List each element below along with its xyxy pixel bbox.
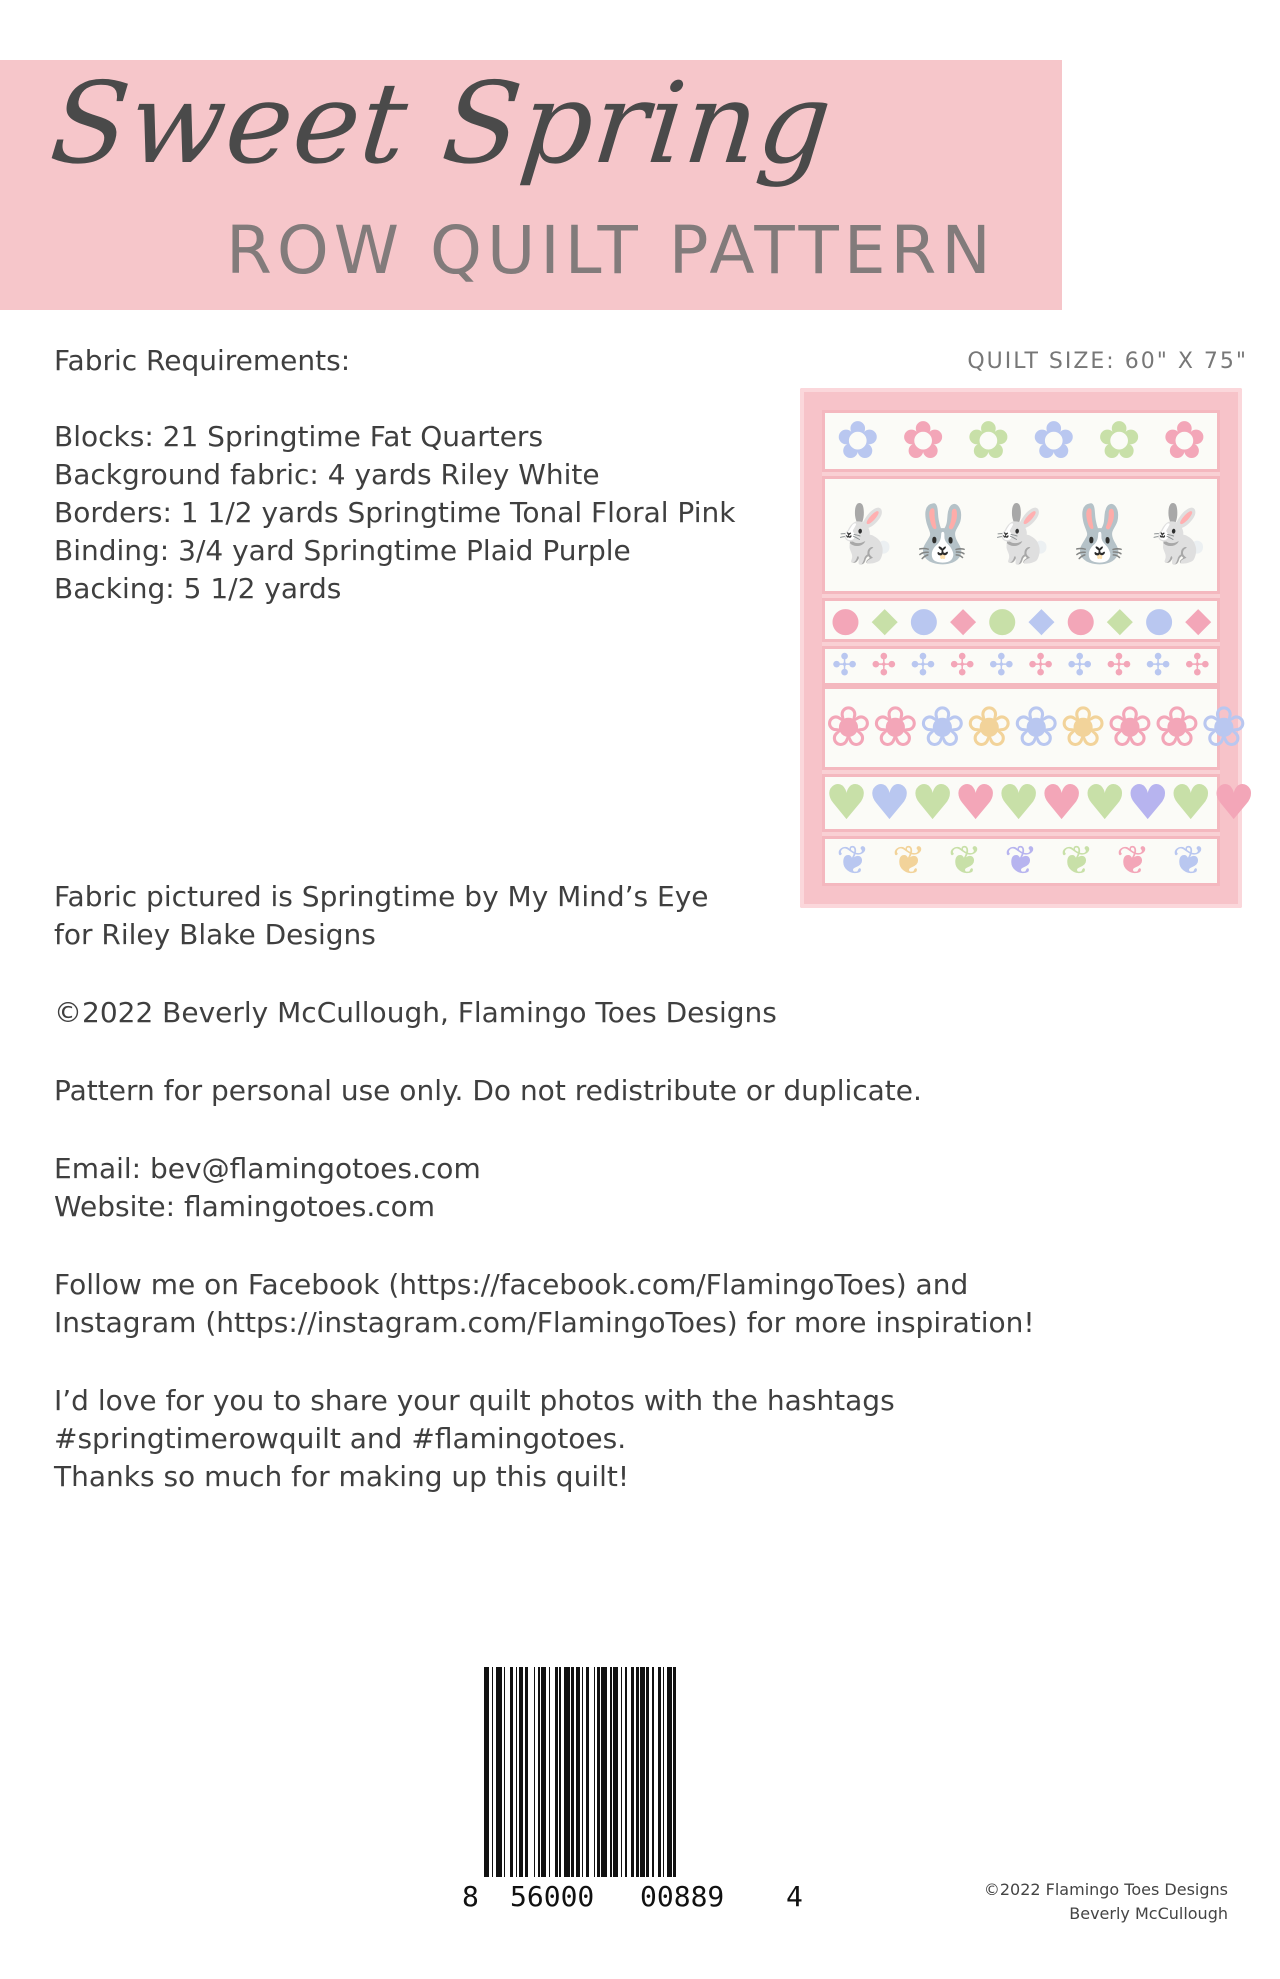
quilt-block-icon: 🐇 xyxy=(829,502,900,567)
quilt-row-tulips xyxy=(822,686,1248,770)
quilt-block-icon: ✣ xyxy=(1106,648,1132,683)
quilt-block-icon: ◆ xyxy=(949,600,977,640)
closing-line: #springtimerowquilt and #flamingotoes. xyxy=(54,1422,627,1455)
quilt-block-icon: ✣ xyxy=(1027,648,1054,683)
quilt-block-icon: ❀ xyxy=(918,695,966,760)
quilt-block-icon: ♥ xyxy=(954,775,998,831)
quilt-block-icon: ♥ xyxy=(1040,775,1084,831)
quilt-block-icon: ✣ xyxy=(910,648,936,683)
closing-line: I’d love for you to share your quilt photos with the hashtags xyxy=(54,1384,895,1417)
quilt-block-icon: ✣ xyxy=(1145,648,1171,683)
usage-notice xyxy=(54,1072,922,1110)
quilt-block-icon: ♥ xyxy=(997,775,1041,831)
quilt-block-icon: ❦ xyxy=(1172,838,1206,884)
fabric-requirements xyxy=(54,342,350,380)
quilt-block-icon: ❀ xyxy=(965,695,1013,760)
social-line: Instagram (https://instagram.com/FlamingoToes) for more inspiration! xyxy=(54,1306,1035,1339)
quilt-block-icon: ◆ xyxy=(871,600,898,640)
quilt-block-icon: ✣ xyxy=(1184,648,1210,683)
quilt-block-icon: ♥ xyxy=(1083,775,1127,831)
barcode-space xyxy=(676,1667,679,1877)
quilt-block-icon: ♥ xyxy=(1126,775,1170,831)
usage-text: Pattern for personal use only. Do not redistribute or duplicate. xyxy=(54,1074,922,1107)
quilt-block-icon: ♥ xyxy=(825,775,869,831)
quilt-block-icon: ❦ xyxy=(836,838,870,884)
footer-line: ©2022 Flamingo Toes Designs xyxy=(983,1880,1228,1899)
barcode-digits-left: 56000 xyxy=(510,1880,595,1913)
quilt-center xyxy=(822,410,1256,886)
quilt-block-icon: ✿ xyxy=(966,411,1011,471)
quilt-block-icon: ● xyxy=(1144,600,1174,640)
barcode-digit-first: 8 xyxy=(462,1880,479,1913)
quilt-block-icon: ◆ xyxy=(1185,600,1212,640)
quilt-block-icon: ✿ xyxy=(1097,411,1141,471)
quilt-block-icon: ✣ xyxy=(949,648,975,683)
social-line: Follow me on Facebook (https://facebook.com/FlamingoToes) and xyxy=(54,1268,969,1301)
footer-line: Beverly McCullough xyxy=(1069,1904,1228,1923)
quilt-block-icon: ♥ xyxy=(1212,775,1256,831)
quilt-row-flowers xyxy=(822,410,1220,472)
quilt-row-butterflies xyxy=(822,836,1220,886)
quilt-block-icon: ◆ xyxy=(1106,600,1133,640)
quilt-block-icon: ♥ xyxy=(911,775,955,831)
quilt-block-icon: ❀ xyxy=(1200,695,1248,760)
fabric-item: Background fabric: 4 yards Riley White xyxy=(54,458,600,491)
fabric-item: Blocks: 21 Springtime Fat Quarters xyxy=(54,420,544,453)
credit-line: for Riley Blake Designs xyxy=(54,918,376,951)
quilt-size-label: QUILT SIZE: 60" X 75" xyxy=(967,349,1248,374)
quilt-row-bunnies xyxy=(822,476,1220,594)
quilt-block-icon: 🐇 xyxy=(1142,502,1213,567)
quilt-block-icon: ✿ xyxy=(1031,411,1076,471)
quilt-block-icon: ❦ xyxy=(1004,838,1038,884)
fabric-heading: Fabric Requirements: xyxy=(54,344,351,377)
quilt-block-icon: ✿ xyxy=(901,411,945,471)
fabric-credit xyxy=(54,878,709,954)
quilt-block-icon: ✣ xyxy=(988,648,1014,683)
quilt-block-icon: 🐰 xyxy=(1064,502,1135,567)
quilt-row-pinwheels xyxy=(822,646,1220,686)
quilt-block-icon: ❀ xyxy=(1059,695,1107,760)
quilt-block-icon: ❦ xyxy=(1060,838,1094,884)
quilt-row-eggs xyxy=(822,598,1220,642)
quilt-illustration xyxy=(800,388,1256,908)
copyright-text: ©2022 Beverly McCullough, Flamingo Toes Designs xyxy=(54,996,777,1029)
quilt-block-icon: ♥ xyxy=(1169,775,1213,831)
quilt-block-icon: ● xyxy=(830,600,861,640)
fabric-item: Backing: 5 1/2 yards xyxy=(54,572,342,605)
quilt-block-icon: ● xyxy=(1065,600,1096,640)
barcode-digit-last: 4 xyxy=(786,1880,803,1913)
quilt-block-icon: ❀ xyxy=(1012,695,1060,760)
quilt-block-icon: ● xyxy=(909,600,939,640)
social-info xyxy=(54,1266,1035,1342)
quilt-block-icon: ✣ xyxy=(871,648,897,683)
quilt-block-icon: ❦ xyxy=(892,838,926,884)
quilt-block-icon: ✿ xyxy=(835,411,880,471)
email-text: Email: bev@flamingotoes.com xyxy=(54,1152,481,1185)
fabric-list xyxy=(54,418,735,608)
quilt-block-icon: ❀ xyxy=(1153,695,1201,760)
pattern-title: Sweet Spring xyxy=(45,59,839,189)
quilt-block-icon: ✣ xyxy=(1067,648,1093,683)
closing-message xyxy=(54,1382,895,1496)
quilt-block-icon: 🐰 xyxy=(907,502,978,567)
quilt-block-icon: ♥ xyxy=(868,775,912,831)
quilt-block-icon: ✿ xyxy=(1162,411,1207,471)
quilt-block-icon: ❀ xyxy=(1106,695,1154,760)
website-text: Website: flamingotoes.com xyxy=(54,1190,436,1223)
quilt-block-icon: ❀ xyxy=(825,695,872,760)
fabric-item: Binding: 3/4 yard Springtime Plaid Purple xyxy=(54,534,631,567)
quilt-block-icon: ● xyxy=(987,600,1018,640)
quilt-block-icon: ❦ xyxy=(1116,838,1150,884)
pattern-subtitle: ROW QUILT PATTERN xyxy=(226,212,996,289)
fabric-item: Borders: 1 1/2 yards Springtime Tonal Floral Pink xyxy=(54,496,736,529)
copyright-notice xyxy=(54,994,777,1032)
barcode xyxy=(484,1667,784,1877)
credit-line: Fabric pictured is Springtime by My Mind’s Eye xyxy=(54,880,709,913)
quilt-block-icon: ◆ xyxy=(1028,600,1055,640)
footer-credit xyxy=(984,1878,1228,1926)
barcode-digits-right: 00889 xyxy=(640,1880,725,1913)
closing-line: Thanks so much for making up this quilt! xyxy=(54,1460,630,1493)
quilt-row-hearts xyxy=(822,774,1256,832)
contact-info xyxy=(54,1150,481,1226)
quilt-block-icon: ❀ xyxy=(871,695,919,760)
quilt-block-icon: 🐇 xyxy=(986,502,1056,567)
quilt-block-icon: ✣ xyxy=(832,648,858,683)
quilt-block-icon: ❦ xyxy=(948,838,982,884)
